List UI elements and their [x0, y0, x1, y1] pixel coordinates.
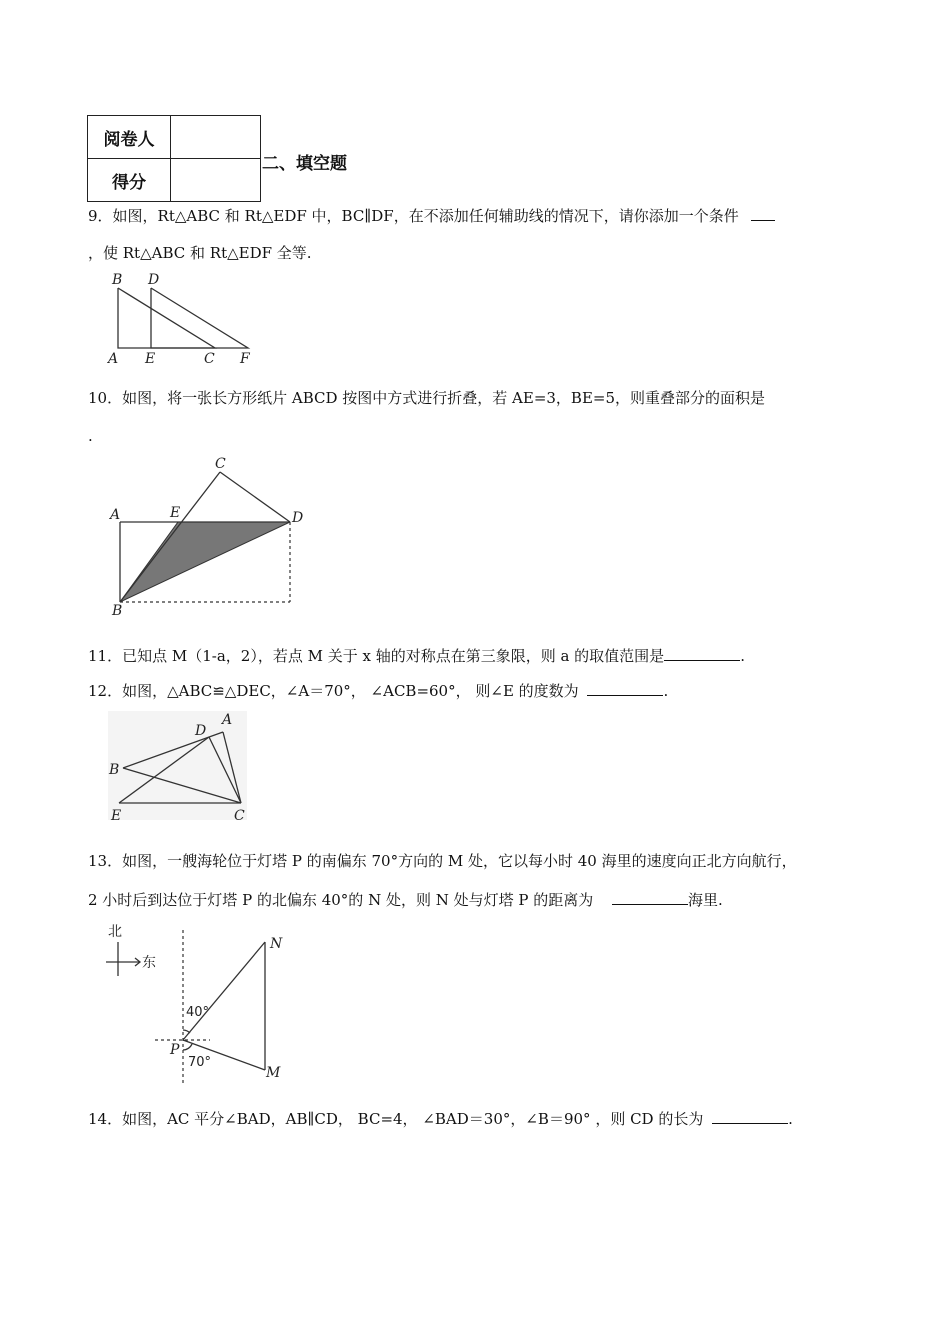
question-12-end: . — [663, 682, 669, 700]
reviewer-label: 阅卷人 — [88, 116, 171, 159]
question-13-blank[interactable] — [612, 889, 688, 905]
question-11-end: . — [740, 647, 745, 665]
question-12-blank[interactable] — [587, 680, 663, 696]
question-13-line1: 13．如图，一艘海轮位于灯塔 P 的南偏东 70°方向的 M 处，它以每小时 40 海里的速度向正北方向航行， — [88, 852, 797, 870]
fig13-east-label: 东 — [142, 955, 156, 971]
score-label: 得分 — [88, 159, 171, 202]
question-9-line1 — [88, 205, 775, 226]
figure-13 — [100, 920, 300, 1090]
figure-10 — [100, 452, 320, 622]
figure-12 — [105, 708, 250, 823]
question-10-line2: . — [88, 427, 93, 445]
compass-icon — [106, 942, 140, 976]
question-14 — [88, 1108, 793, 1129]
score-table — [87, 115, 261, 202]
fig9-label-a: A — [108, 351, 119, 367]
question-11-text: 11．已知点 M（1-a，2），若点 M 关于 x 轴的对称点在第三象限，则 a 的取值范围是 — [88, 647, 665, 665]
fig13-angle-40: 40° — [186, 1005, 210, 1020]
question-9-blank[interactable] — [751, 205, 775, 221]
fig13-label-m: M — [266, 1065, 281, 1081]
fig10-label-b: B — [112, 603, 123, 619]
question-12 — [88, 680, 668, 701]
fig9-label-d: D — [148, 272, 160, 288]
question-9-text: 9．如图，Rt△ABC 和 Rt△EDF 中，BC∥DF，在不添加任何辅助线的情况下，请你添加一个条件 — [88, 207, 739, 225]
fig10-label-e: E — [170, 505, 181, 521]
question-11 — [88, 645, 745, 666]
question-13-line2 — [88, 889, 723, 910]
fig13-label-n: N — [270, 936, 283, 952]
question-13-text: 2 小时后到达位于灯塔 P 的北偏东 40°的 N 处，则 N 处与灯塔 P 的距离为 — [88, 891, 594, 909]
question-12-text: 12．如图，△ABC≌△DEC，∠A＝70°， ∠ACB=60°， 则∠E 的度数为 — [88, 682, 579, 700]
fig9-label-e: E — [145, 351, 156, 367]
fig12-label-d: D — [195, 723, 207, 739]
fig9-label-f: F — [240, 351, 250, 367]
fig9-label-b: B — [112, 272, 123, 288]
fig12-label-e: E — [111, 808, 122, 823]
fig10-label-d: D — [292, 510, 304, 526]
fig10-label-a: A — [110, 507, 121, 523]
question-14-end: . — [788, 1110, 793, 1128]
reviewer-cell[interactable] — [171, 116, 261, 159]
fig12-label-c: C — [234, 808, 245, 823]
section-title: 二、填空题 — [262, 154, 347, 174]
fig9-label-c: C — [204, 351, 215, 367]
figure-9 — [100, 268, 265, 368]
fig13-north-label: 北 — [108, 924, 122, 940]
fig13-angle-70: 70° — [188, 1055, 212, 1070]
question-11-blank[interactable] — [664, 645, 740, 661]
question-14-text: 14．如图，AC 平分∠BAD，AB∥CD， BC=4， ∠BAD＝30°，∠B＝90° ，则 CD 的长为 — [88, 1110, 704, 1128]
fig12-label-b: B — [109, 762, 120, 778]
score-cell[interactable] — [171, 159, 261, 202]
fig12-label-a: A — [222, 712, 233, 728]
question-13-end: 海里. — [688, 891, 723, 909]
fig13-label-p: P — [170, 1042, 180, 1058]
question-9-line2: ，使 Rt△ABC 和 Rt△EDF 全等. — [88, 244, 312, 262]
question-10-line1: 10．如图，将一张长方形纸片 ABCD 按图中方式进行折叠，若 AE=3，BE=5，则重叠部分的面积是 — [88, 389, 766, 407]
fig10-label-c: C — [215, 456, 226, 472]
question-14-blank[interactable] — [712, 1108, 788, 1124]
